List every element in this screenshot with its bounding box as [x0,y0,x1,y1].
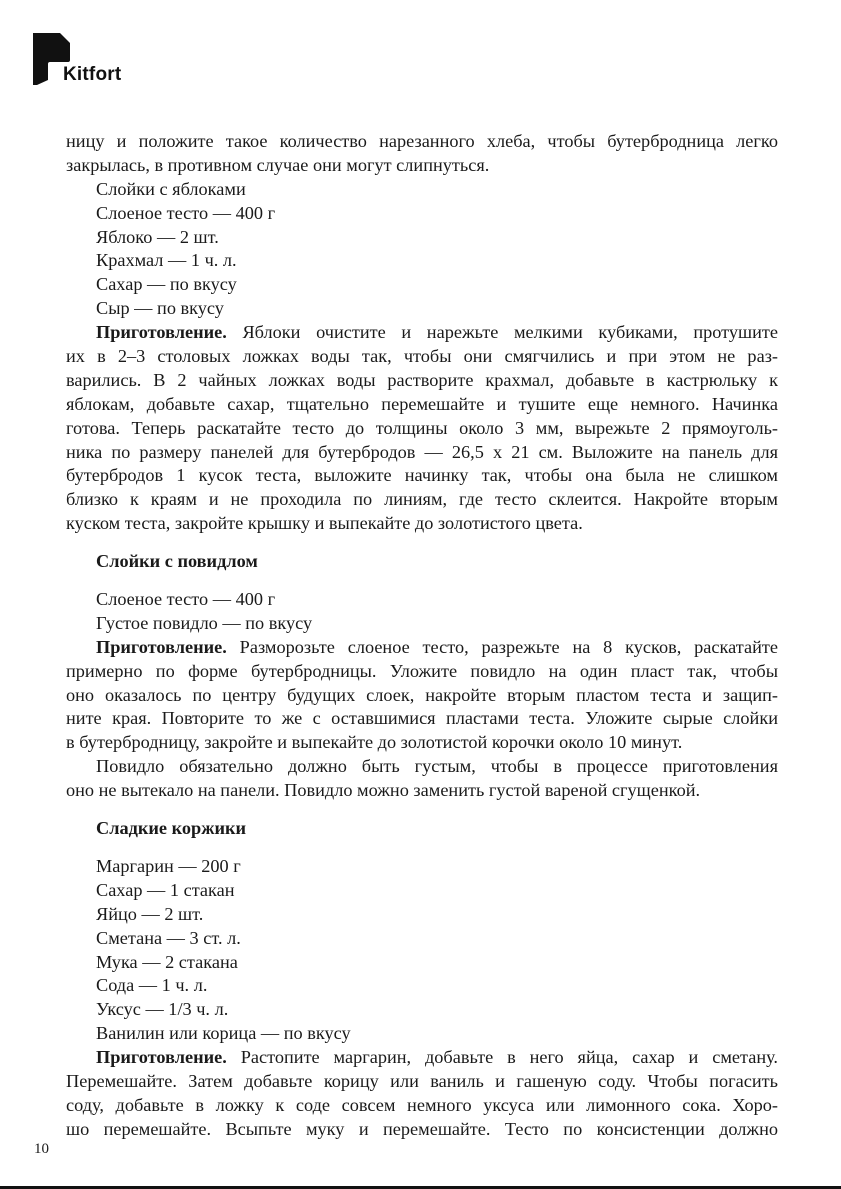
method-line: яблокам, добавьте сахар, тщательно перемешайте и тушите еще немного. Начинка [66,393,778,414]
method-line: варились. В 2 чайных ложках воды растворите крахмал, добавьте в кастрюльку к [66,369,778,390]
section-gap [66,803,778,817]
page-content [66,130,778,1142]
method-line: ните края. Повторите то же с оставшимися пластами теста. Уложите сырые слойки [66,708,778,729]
method-line: оно оказалось по центру будущих слоек, накройте вторым пластом теста и защип- [66,684,778,705]
ingredient-item: Сода — 1 ч. л. [96,975,208,996]
section-gap [66,841,778,855]
ingredient-item: Маргарин — 200 г [96,855,241,876]
section-gap [66,574,778,588]
method-line: Перемешайте. Затем добавьте корицу или ваниль и гашеную соду. Чтобы погасить [66,1070,778,1091]
method-line: шо перемешайте. Всыпьте муку и перемешайте. Тесто по консистенции должно [66,1118,778,1139]
method-text: Яблоки очистите и нарежьте мелкими кубиками, протушите [226,322,778,343]
ingredient-item: Уксус — 1/3 ч. л. [96,999,229,1020]
method-line: примерно по форме бутербродницы. Уложите повидло на один пласт так, чтобы [66,660,778,681]
section-heading: Слойки с повидлом [96,551,258,572]
method-line: в бутербродницу, закройте и выпекайте до золотистой корочки около 10 минут. [66,732,683,753]
method-line: близко к краям и не проходила по линиям, где тесто склеится. Накройте вторым [66,489,778,510]
note-line: оно не вытекало на панели. Повидло можно заменить густой вареной сгущенкой. [66,780,701,801]
method-line: соду, добавьте в ложку к соде совсем немного уксуса или лимонного сока. Хоро- [66,1094,778,1115]
text-line: закрылась, в противном случае они могут слипнуться. [66,154,490,175]
method-label: Приготовление. [96,636,227,657]
ingredient-item: Сахар — 1 стакан [96,879,235,900]
method-label: Приготовление. [96,1047,227,1068]
ingredient-item: Сметана — 3 ст. л. [96,927,241,948]
method-line: готова. Теперь раскатайте тесто до толщины около 3 мм, вырежьте 2 прямоуголь- [66,417,778,438]
ingredient-item: Мука — 2 стакана [96,951,238,972]
method-text: Разморозьте слоеное тесто, разрежьте на 8 кусков, раскатайте [226,636,778,657]
method-text: Растопите маргарин, добавьте в него яйца, сахар и сметану. [226,1047,778,1068]
method-line: ника по размеру панелей для бутербродов — 26,5 х 21 см. Выложите на панель для [66,441,778,462]
ingredient-item: Яйцо — 2 шт. [96,903,204,924]
method-line [66,636,778,660]
kitfort-logo [33,33,143,88]
ingredient-item: Крахмал — 1 ч. л. [96,250,237,271]
method-line: бутербродов 1 кусок теста, выложите начинку так, чтобы она была не слишком [66,465,778,486]
method-line [66,1046,778,1070]
ingredient-item: Сахар — по вкусу [96,274,237,295]
ingredient-item: Слоеное тесто — 400 г [96,589,276,610]
method-line: куском теста, закройте крышку и выпекайте до золотистого цвета. [66,513,583,534]
page-number: 10 [34,1141,49,1157]
ingredient-item: Яблоко — 2 шт. [96,226,219,247]
recipe-title: Слойки с яблоками [96,178,246,199]
section-gap [66,536,778,550]
ingredient-item: Сыр — по вкусу [96,298,224,319]
text-line: ницу и положите такое количество нарезанного хлеба, чтобы бутербродница легко [66,131,778,151]
note-line: Повидло обязательно должно быть густым, чтобы в процессе приготовления [96,756,778,777]
method-line: их в 2–3 столовых ложках воды так, чтобы они смягчились и при этом не раз- [66,346,778,367]
method-line [66,321,778,345]
method-label: Приготовление. [96,322,227,343]
section-heading: Сладкие коржики [96,818,247,839]
ingredient-item: Ванилин или корица — по вкусу [96,1023,351,1044]
ingredient-item: Слоеное тесто — 400 г [96,202,276,223]
brand-name: Kitfort [63,64,122,85]
ingredient-item: Густое повидло — по вкусу [96,612,313,633]
